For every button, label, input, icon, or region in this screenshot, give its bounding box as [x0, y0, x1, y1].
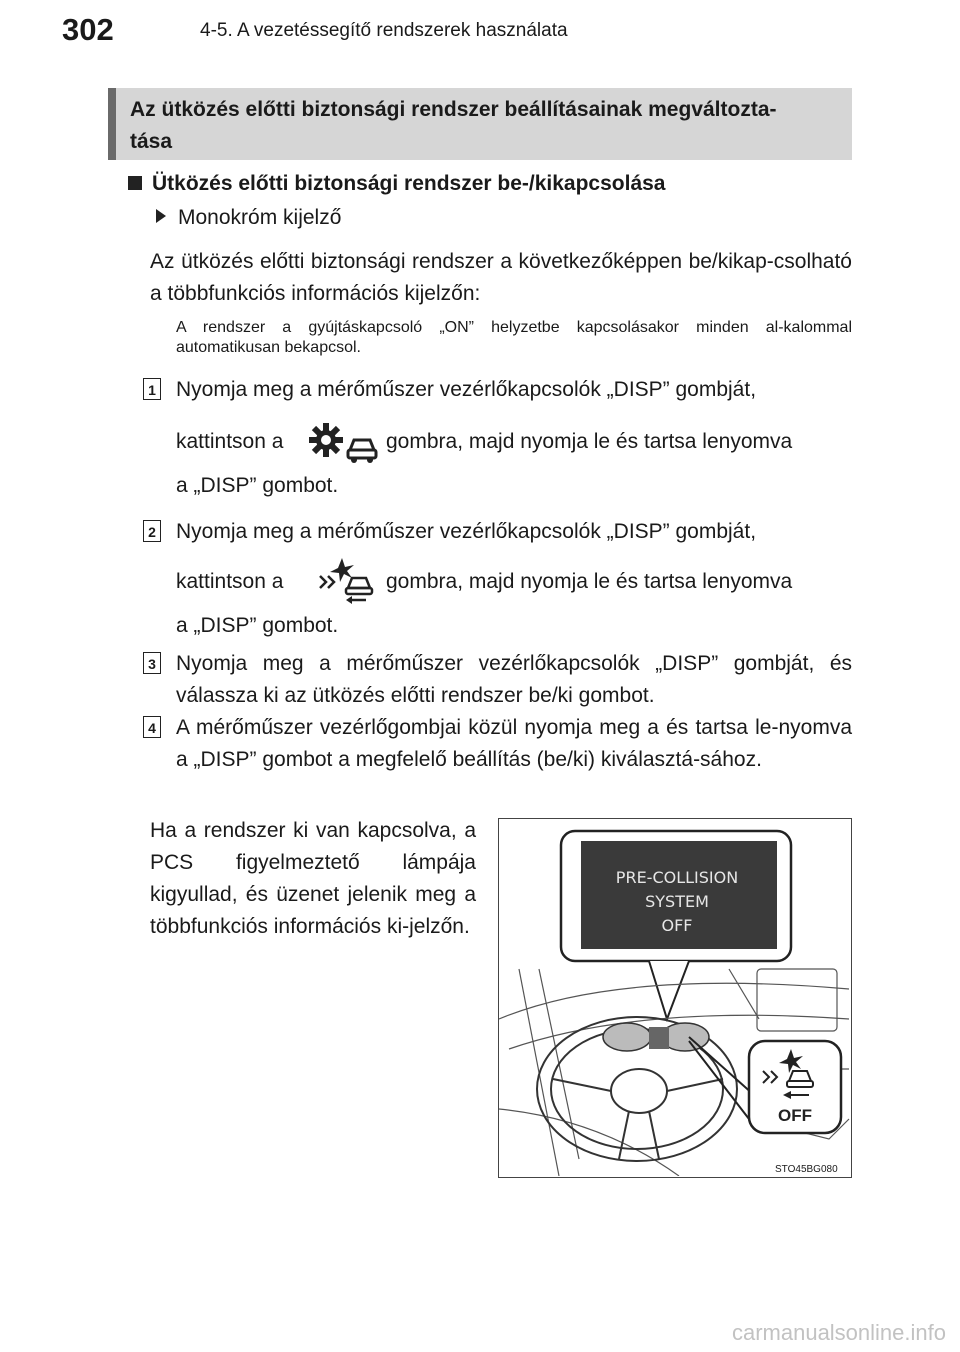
section-title-box	[108, 88, 852, 160]
pcs-off-lamp-text: OFF	[778, 1106, 812, 1125]
note-paragraph: A rendszer a gyújtáskapcsoló „ON” helyzetbe kapcsolásakor minden al-kalommal automatikusan bekapcsol.	[176, 319, 852, 356]
step-number-4: 4	[143, 716, 161, 738]
screen-line-3: OFF	[661, 916, 693, 935]
step-2-line2	[176, 566, 852, 598]
triangle-bullet-icon	[156, 209, 166, 223]
intro-paragraph: Az ütközés előtti biztonsági rendszer a következőképpen be/kikap-csolható a többfunkciós információs kijelzőn:	[150, 250, 852, 305]
section-title	[130, 94, 842, 158]
display-type-text: Monokróm kijelző	[178, 206, 342, 229]
screen-line-2: SYSTEM	[645, 892, 709, 911]
step-2-line1: Nyomja meg a mérőműszer vezérlőkapcsolók „DISP” gombját,	[176, 520, 757, 543]
step-number-1: 1	[143, 378, 161, 400]
step-2-line2-b: gombra, majd nyomja le és tartsa lenyomva	[386, 570, 793, 593]
section-title-line2: tása	[130, 130, 173, 153]
figure-caption: Ha a rendszer ki van kapcsolva, a PCS figyelmeztető lámpája kigyullad, és üzenet jelenik meg a többfunkciós információs ki-jelzőn.	[150, 819, 476, 938]
step-3-text: Nyomja meg a mérőműszer vezérlőkapcsolók „DISP” gombját, és válassza ki az ütközés előtti rendszer be/ki gombot.	[176, 652, 852, 707]
running-head: 4-5. A vezetéssegítő rendszerek használata	[200, 20, 568, 41]
display-type	[156, 206, 341, 230]
step-1-line2	[176, 426, 852, 458]
section-title-line1: Az ütközés előtti biztonsági rendszer beállításainak megváltozta-	[130, 98, 777, 121]
settings-car-icon	[306, 420, 382, 464]
subsection-heading-text: Ütközés előtti biztonsági rendszer be-/kikapcsolása	[152, 172, 666, 195]
step-2-line3: a „DISP” gombot.	[176, 614, 339, 637]
step-1-line2-a: kattintson a	[176, 430, 284, 453]
step-1-line3: a „DISP” gombot.	[176, 474, 339, 497]
subsection-heading	[128, 172, 666, 196]
figure-code: STO45BG080	[775, 1164, 838, 1175]
step-number-3: 3	[143, 652, 161, 674]
pcs-icon	[316, 556, 376, 604]
step-1-line2-b: gombra, majd nyomja le és tartsa lenyomva	[386, 430, 793, 453]
step-1-line1: Nyomja meg a mérőműszer vezérlőkapcsolók „DISP” gombját,	[176, 378, 757, 401]
dashboard-illustration	[499, 819, 850, 1176]
watermark: carmanualsonline.info	[731, 1320, 946, 1345]
screen-line-1: PRE-COLLISION	[615, 868, 739, 887]
dashboard-figure	[498, 818, 852, 1178]
step-2-line2-a: kattintson a	[176, 570, 284, 593]
square-bullet-icon	[128, 176, 142, 190]
step-4-text: A mérőműszer vezérlőgombjai közül nyomja meg a és tartsa le-nyomva a „DISP” gombot a megfelelő beállítás (be/ki) kiválasztá-sához.	[176, 716, 852, 771]
step-number-2: 2	[143, 520, 161, 542]
page-number: 302	[62, 12, 114, 47]
